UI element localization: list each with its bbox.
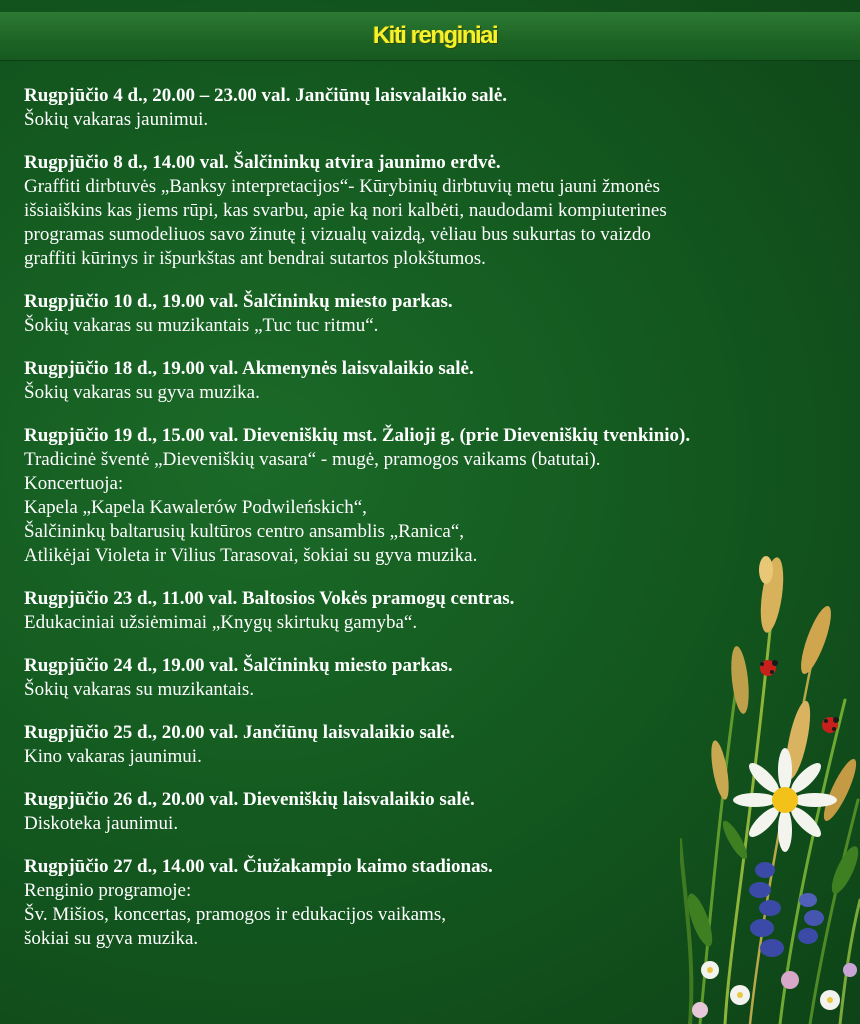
small-flowers xyxy=(692,961,857,1018)
event-description-line: Diskoteka jaunimui. xyxy=(24,813,179,834)
event-description-line: Šv. Mišios, koncertas, pramogos ir edukacijos vaikams, xyxy=(24,904,446,925)
event-item xyxy=(24,290,814,338)
page-title: Kiti renginiai xyxy=(372,22,498,49)
event-title: Rugpjūčio 27 d., 14.00 val. Čiužakampio kaimo stadionas. xyxy=(24,856,493,877)
event-title: Rugpjūčio 24 d., 19.00 val. Šalčininkų miesto parkas. xyxy=(24,655,453,676)
event-title: Rugpjūčio 23 d., 11.00 val. Baltosios Vokės pramogų centras. xyxy=(24,588,515,609)
event-title: Rugpjūčio 25 d., 20.00 val. Jančiūnų laisvalaikio salė. xyxy=(24,722,455,743)
header-bar xyxy=(0,12,860,61)
event-description-line: Kapela „Kapela Kawalerów Podwileńskich“, xyxy=(24,497,367,518)
event-description-line: Šokių vakaras jaunimui. xyxy=(24,109,209,130)
event-item xyxy=(24,84,814,132)
event-description-line: Koncertuoja: xyxy=(24,473,124,494)
event-description-line: graffiti kūrinys ir išpurkštas ant bendrai sutartos plokštumos. xyxy=(24,248,486,269)
event-description-line: Graffiti dirbtuvės „Banksy interpretacijos“- Kūrybinių dirbtuvių metu jauni žmonės xyxy=(24,176,660,197)
event-description-line: Šokių vakaras su muzikantais „Tuc tuc ritmu“. xyxy=(24,315,379,336)
event-title: Rugpjūčio 18 d., 19.00 val. Akmenynės laisvalaikio salė. xyxy=(24,358,474,379)
event-description-line: išsiaiškins kas jiems rūpi, kas svarbu, apie ką nori kalbėti, naudodami kompiuterines xyxy=(24,200,667,221)
event-title: Rugpjūčio 19 d., 15.00 val. Dieveniškių mst. Žalioji g. (prie Dieveniškių tvenkinio). xyxy=(24,425,691,446)
event-item xyxy=(24,357,814,405)
ladybug-icon xyxy=(760,660,778,676)
event-description-line: Tradicinė šventė „Dieveniškių vasara“ - mugė, pramogos vaikams (batutai). xyxy=(24,449,601,470)
wheat-flowers-illustration xyxy=(680,540,860,1024)
daisy-icon xyxy=(733,748,837,852)
event-title: Rugpjūčio 10 d., 19.00 val. Šalčininkų miesto parkas. xyxy=(24,291,453,312)
event-description-line: šokiai su gyva muzika. xyxy=(24,928,199,949)
event-title: Rugpjūčio 8 d., 14.00 val. Šalčininkų atvira jaunimo erdvė. xyxy=(24,152,501,173)
event-description-line: programas sumodeliuos savo žinutę į vizualų vaizdą, vėliau bus sukurtas to vaizdo xyxy=(24,224,651,245)
event-description-line: Šokių vakaras su gyva muzika. xyxy=(24,382,260,403)
event-description-line: Kino vakaras jaunimui. xyxy=(24,746,202,767)
event-description-line: Atlikėjai Violeta ir Vilius Tarasovai, šokiai su gyva muzika. xyxy=(24,545,478,566)
event-title: Rugpjūčio 4 d., 20.00 – 23.00 val. Jančiūnų laisvalaikio salė. xyxy=(24,85,507,106)
event-description-line: Renginio programoje: xyxy=(24,880,192,901)
event-item xyxy=(24,151,814,271)
event-description-line: Šokių vakaras su muzikantais. xyxy=(24,679,255,700)
event-description-line: Edukaciniai užsiėmimai „Knygų skirtukų gamyba“. xyxy=(24,612,418,633)
event-title: Rugpjūčio 26 d., 20.00 val. Dieveniškių laisvalaikio salė. xyxy=(24,789,475,810)
event-description-line: Šalčininkų baltarusių kultūros centro ansamblis „Ranica“, xyxy=(24,521,465,542)
